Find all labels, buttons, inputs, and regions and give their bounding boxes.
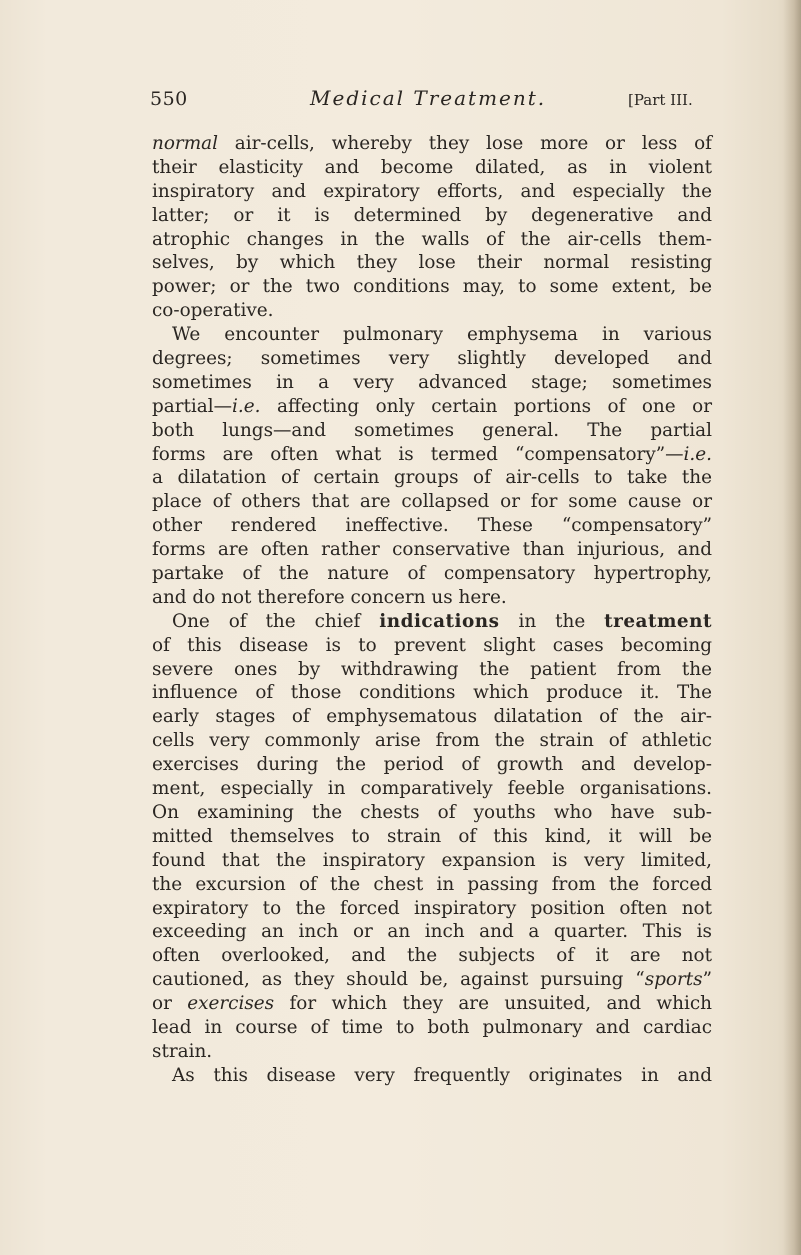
text-line: We encounter pulmonary emphysema in various [172, 324, 712, 346]
text-line: inspiratory and expiratory efforts, and especially the [152, 180, 712, 202]
text-line: ment, especially in comparatively feeble organisations. [152, 778, 712, 800]
text-line: their elasticity and become dilated, as in violent [152, 156, 712, 178]
text-line: both lungs—and sometimes general. The partial [152, 419, 712, 441]
paragraph-2 [152, 323, 712, 610]
text-line: normal air-cells, whereby they lose more or less of [152, 133, 712, 154]
paragraph-1 [152, 132, 712, 323]
text-line: found that the inspiratory expansion is very limited, [152, 849, 712, 871]
text-line: often overlooked, and the subjects of it are not [152, 945, 712, 967]
text-line: atrophic changes in the walls of the air-cells them- [152, 228, 712, 250]
text-line: the excursion of the chest in passing from the forced [152, 873, 712, 895]
text-line: a dilatation of certain groups of air-cells to take the [152, 467, 712, 489]
text-line: and do not therefore concern us here. [152, 586, 507, 608]
text-line: of this disease is to prevent slight cases becoming [152, 634, 712, 656]
text-line: exceeding an inch or an inch and a quarter. This is [152, 921, 712, 943]
text-line: influence of those conditions which produce it. The [152, 682, 712, 704]
running-part: [Part III. [628, 91, 693, 109]
paragraph-4 [152, 1064, 712, 1088]
text-line: As this disease very frequently originates in and [172, 1064, 712, 1086]
text-line: severe ones by withdrawing the patient from the [152, 658, 712, 680]
text-line: co-operative. [152, 300, 274, 322]
text-line: cells very commonly arise from the strain of athletic [152, 730, 712, 752]
text-line: or exercises for which they are unsuited, and which [152, 993, 712, 1015]
text-line: One of the chief indications in the treatment [172, 610, 712, 632]
keyword-treatment: treatment [604, 610, 712, 632]
text-line: partial—i.e. affecting only certain portions of one or [152, 395, 712, 417]
text-line: latter; or it is determined by degenerative and [152, 204, 712, 226]
text-line: early stages of emphysematous dilatation of the air- [152, 706, 712, 728]
text-line: other rendered ineffective. These “compensatory” [152, 515, 712, 537]
running-head [150, 88, 710, 118]
text-line: cautioned, as they should be, against pursuing “sports” [152, 969, 712, 991]
text-line: partake of the nature of compensatory hypertrophy, [152, 563, 712, 585]
text-line: On examining the chests of youths who have sub- [152, 801, 712, 823]
page-number: 550 [150, 88, 188, 110]
text-line: selves, by which they lose their normal resisting [152, 252, 712, 274]
text-line: place of others that are collapsed or for some cause or [152, 491, 712, 513]
text-line: mitted themselves to strain of this kind, it will be [152, 825, 712, 847]
text-line: power; or the two conditions may, to some extent, be [152, 276, 712, 298]
text-line: sometimes in a very advanced stage; sometimes [152, 371, 712, 393]
text-line: forms are often rather conservative than injurious, and [152, 539, 712, 561]
text-line: exercises during the period of growth and develop- [152, 754, 712, 776]
text-line: forms are often what is termed “compensatory”—i.e. [152, 443, 712, 465]
text-line: strain. [152, 1040, 213, 1062]
page-edge-shadow [783, 0, 801, 1255]
body-text [152, 132, 712, 1088]
text-line: lead in course of time to both pulmonary and cardiac [152, 1016, 712, 1038]
text-line: expiratory to the forced inspiratory position often not [152, 897, 712, 919]
paragraph-3 [152, 610, 712, 1064]
running-title: Medical Treatment. [310, 86, 547, 110]
text-line: degrees; sometimes very slightly developed and [152, 348, 712, 370]
keyword-indications: indications [379, 610, 500, 632]
